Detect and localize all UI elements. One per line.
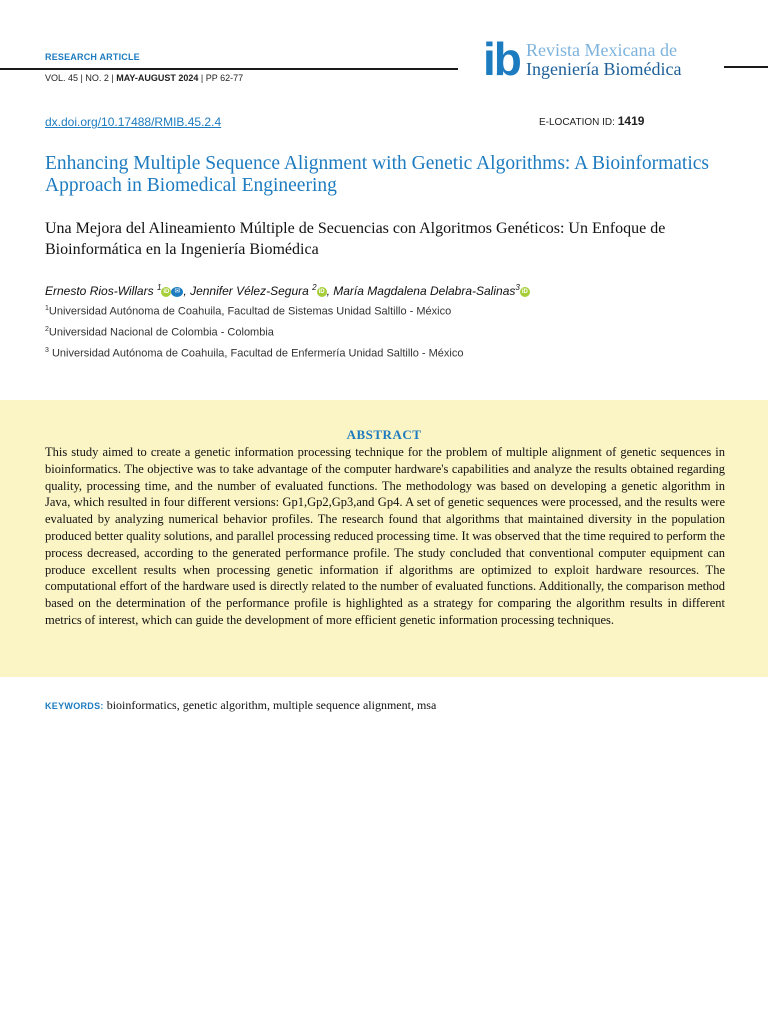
elocation-id (539, 114, 644, 128)
journal-name-line1: Revista Mexicana de (526, 40, 677, 60)
affiliation-number: 3 (45, 347, 49, 354)
article-title: Enhancing Multiple Sequence Alignment with Genetic Algorithms: A Bioinformatics Approach in Biomedical Engineering (45, 153, 709, 196)
author-separator: , (183, 284, 191, 298)
orcid-icon[interactable]: iD (521, 288, 528, 295)
volume-info (45, 73, 243, 83)
affiliation (45, 305, 451, 318)
header-rule-left (0, 68, 458, 70)
journal-name-line2: Ingeniería Biomédica (526, 59, 682, 79)
elocation-number: 1419 (617, 114, 645, 128)
page-range: | PP 62-77 (198, 73, 244, 83)
abstract-text: This study aimed to create a genetic information processing technique for the problem of multiple alignment of genetic sequences in bioinformatics. The objective was to take advantage of the computer hardware's capabilities and analyze the results obtained regarding quality, processing time, and the number of evaluated functions. The methodology was based on developing a genetic algorithm in Java, which resulted in four different versions: Gp1,Gp2,Gp3,and Gp4. A set of genetic sequences were processed, and the results were evaluated by analyzing numerical behavior profiles. The research found that algorithms that maintained diversity in the population produced better quality solutions, and parallel processing reduced processing time. It was observed that the time required to perform the process decreased, according to the generated performance profile. The study concluded that conventional computer equipment can produce excellent results when processing genetic information if algorithms are optimized to exploit hardware resources. The computational effort of the hardware used is directly related to the number of evaluated functions. Additionally, the comparison method based on the determination of the performance profile is highlighted as a strategy for comparing the algorithm results in different metrics of interest, which can guide the development of more efficient genetic information processing techniques. (45, 445, 725, 627)
author-affiliation-number: 2 (312, 283, 317, 292)
keywords-label: KEYWORDS: (45, 701, 104, 711)
orcid-icon[interactable]: iD (163, 288, 170, 295)
publication-period: MAY-AUGUST 2024 (116, 73, 199, 83)
author-name: María Magdalena Delabra-Salinas (333, 284, 516, 298)
affiliation-number: 1 (45, 305, 49, 312)
article-subtitle: Una Mejora del Alineamiento Múltiple de Secuencias con Algoritmos Genéticos: Un Enfoque de Bioinformática en la Ingeniería Biomédica (45, 220, 666, 258)
volume-number: VOL. 45 | NO. 2 | (45, 73, 117, 83)
affiliation-text: Universidad Autónoma de Coahuila, Facultad de Enfermería Unidad Saltillo - México (51, 347, 464, 360)
author-name: Jennifer Vélez-Segura (190, 284, 309, 298)
affiliation-number: 2 (45, 326, 49, 333)
author-name: Ernesto Rios-Willars (45, 284, 154, 298)
article-type-label: RESEARCH ARTICLE (45, 52, 140, 62)
email-icon[interactable]: ✉ (171, 287, 183, 297)
author-affiliation-number: 1 (156, 283, 162, 292)
author-affiliation-number: 3 (515, 283, 520, 292)
author-list (45, 283, 530, 298)
affiliation (45, 326, 274, 339)
affiliation-text: Universidad Autónoma de Coahuila, Facultad de Sistemas Unidad Saltillo - México (48, 305, 452, 318)
abstract-heading: ABSTRACT (346, 427, 422, 442)
keywords (45, 698, 436, 713)
keywords-text: bioinformatics, genetic algorithm, multiple sequence alignment, msa (103, 698, 437, 712)
affiliation (45, 347, 463, 360)
elocation-label: E-LOCATION ID: (539, 117, 618, 128)
author-separator: , (326, 284, 334, 298)
journal-logo-mark: ib (483, 33, 520, 85)
header-rule-right (724, 66, 768, 68)
orcid-icon[interactable]: iD (318, 288, 325, 295)
affiliation-text: Universidad Nacional de Colombia - Colombia (48, 326, 274, 339)
doi-link[interactable]: dx.doi.org/10.17488/RMIB.45.2.4 (45, 115, 222, 129)
